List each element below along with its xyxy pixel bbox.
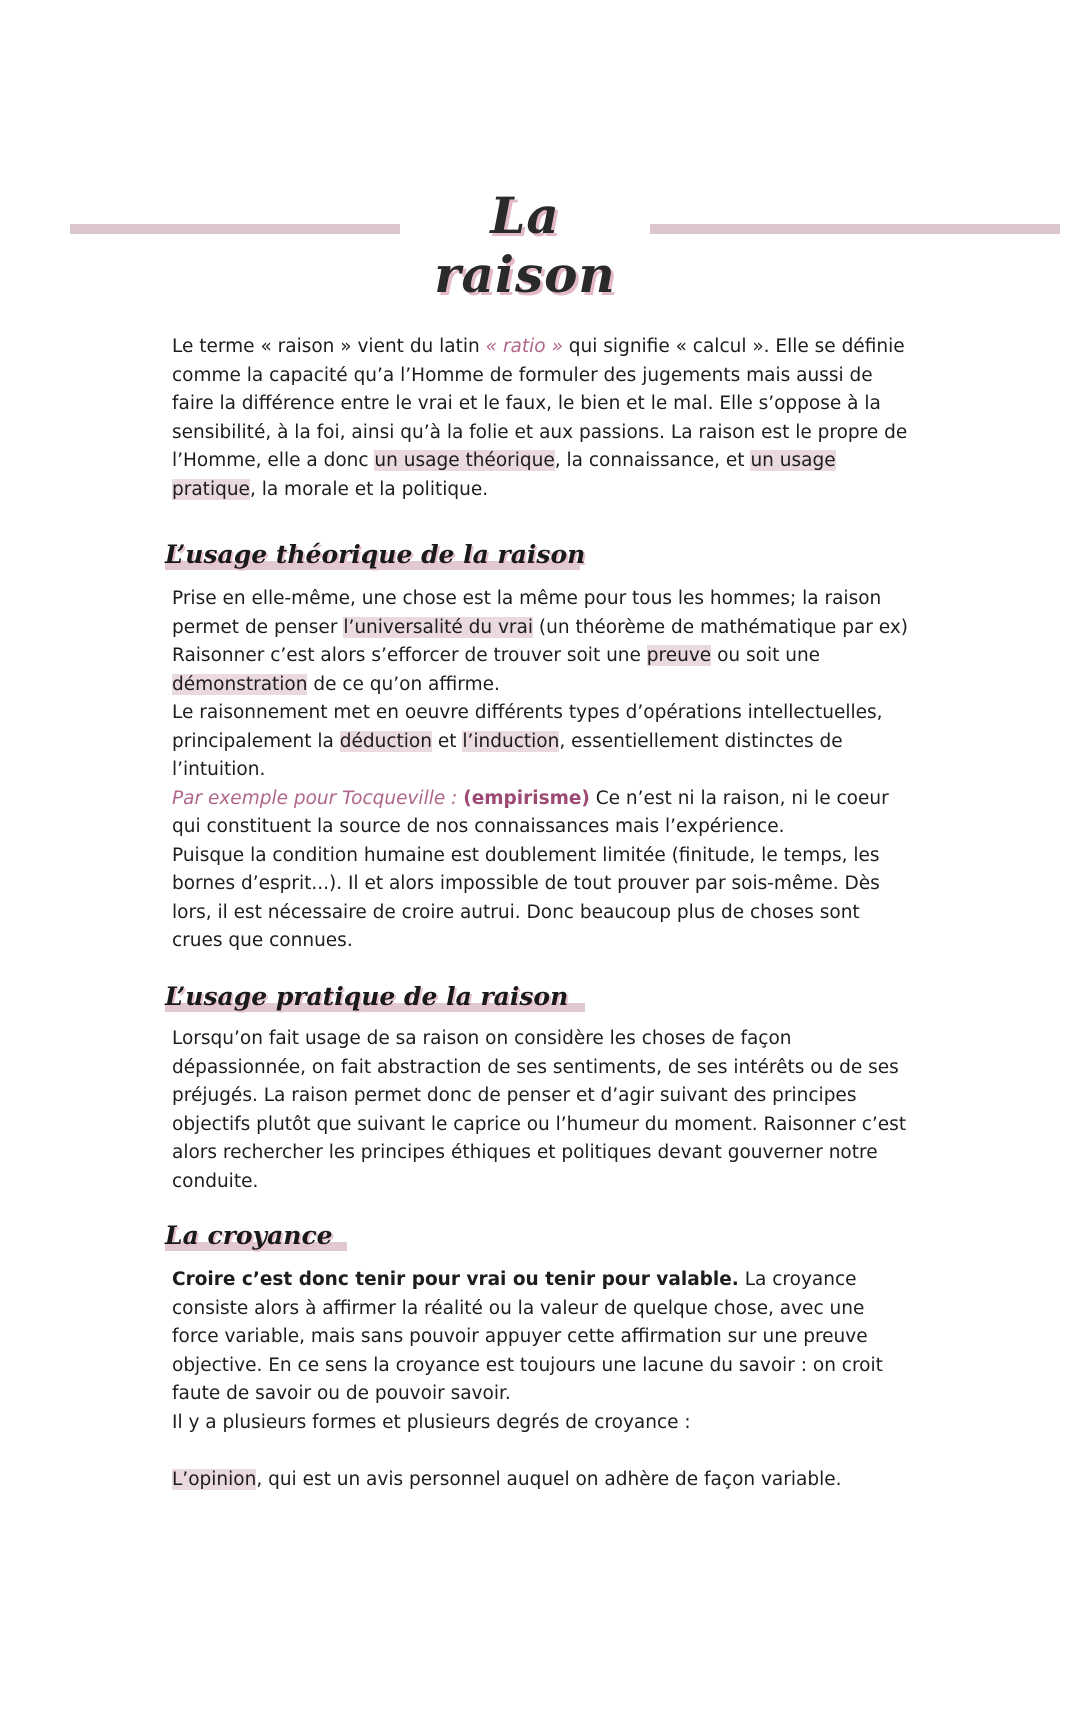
heading-text: L’usage théorique de la raison — [165, 540, 586, 569]
highlight-deduction: déduction — [339, 730, 432, 752]
section-heading-croyance — [165, 1221, 333, 1257]
text: Prise en elle-même, une chose est la même pour tous les hommes; la raison permet de penser — [172, 588, 882, 638]
text: La croyance consiste alors à affirmer la réalité ou la valeur de quelque chose, avec une force variable, mais sans pouvoir appuyer cette affirmation sur une preuve objective. En ce sens la croyance est toujours une lacune du savoir : on croit faute de savoir ou de pouvoir savoir. — [172, 1269, 883, 1404]
highlight-preuve: preuve — [646, 645, 712, 666]
page-title: La raison — [434, 186, 616, 304]
text: Ce n’est ni la raison, ni le coeur qui constituent la source de nos connaissances mais l’expérience. — [172, 787, 889, 837]
text: , qui est un avis personnel auquel on adhère de façon variable. — [256, 1469, 842, 1490]
highlight-opinion: L’opinion — [172, 1469, 257, 1490]
croyance-block-2: Il y a plusieurs formes et plusieurs degrés de croyance : — [172, 1411, 691, 1433]
section-heading-theorique — [165, 540, 585, 576]
text: Le raisonnement met en oeuvre différents types d’opérations intellectuelles, principalement la — [172, 702, 883, 752]
pratique-paragraph: Lorsqu’on fait usage de sa raison on considère les choses de façon dépassionnée, on fait abstraction de ses sentiments, de ses intérêts ou de ses préjugés. La raison permet donc de penser et d’agir suivant des principes objectifs plutôt que suivant le caprice ou l’humeur du moment. Raisonner c’est alors rechercher les principes éthiques et politiques devant gouverner notre conduite. — [172, 1028, 907, 1192]
theorique-block-3 — [172, 785, 912, 842]
theorique-block-4: Puisque la condition humaine est doublement limitée (finitude, le temps, les bornes d’esprit...). Il et alors impossible de tout prouver par sois-même. Dès lors, il est nécessaire de croire autrui. Donc beaucoup plus de choses sont crues que connues. — [172, 844, 880, 951]
theorique-block-1 — [172, 585, 912, 699]
intro-text: , la connaissance, et — [554, 450, 751, 471]
intro-paragraph — [172, 333, 912, 504]
text: ou soit une — [711, 645, 821, 666]
section-heading-pratique — [165, 982, 568, 1018]
croyance-paragraph — [172, 1266, 912, 1437]
highlight-usage-theorique: un usage théorique — [374, 450, 555, 471]
croyance-definition: Croire c’est donc tenir pour vrai ou tenir pour valable. — [172, 1269, 739, 1290]
empirisme-term: (empirisme) — [463, 787, 590, 809]
opinion-paragraph — [172, 1466, 912, 1495]
croyance-block-1 — [172, 1266, 912, 1409]
title-divider-right — [650, 224, 1060, 234]
heading-text: L’usage pratique de la raison — [165, 982, 569, 1011]
text: de ce qu’on affirme. — [307, 673, 500, 695]
heading-text: La croyance — [165, 1221, 333, 1250]
theorique-paragraph — [172, 585, 912, 956]
text: et — [431, 730, 463, 752]
intro-text: qui signifie « calcul ». Elle se définie comme la capacité qu’a l’Homme de formuler des jugements mais aussi de faire la différence entre le vrai et le faux, le bien et le mal. Elle s’oppose à la sensibilité, à la foi, ainsi qu’à la folie et aux passions. La raison est le propre de l’Homme, elle a donc — [172, 336, 908, 471]
theorique-block-2 — [172, 699, 912, 785]
text: , essentiellement distinctes de l’intuition. — [172, 730, 843, 780]
highlight-induction: l’induction — [462, 730, 560, 752]
highlight-usage-pratique: un usage pratique — [172, 450, 836, 500]
text: (un théorème de mathématique par ex) Raisonner c’est alors s’efforcer de trouver soit une — [172, 616, 908, 666]
intro-text: Le terme « raison » vient du latin — [172, 336, 486, 357]
highlight-universalite: l’universalité du vrai — [343, 616, 534, 638]
example-label: Par exemple pour Tocqueville : — [172, 787, 458, 809]
title-row — [0, 186, 1080, 304]
ratio-term: « ratio » — [485, 336, 563, 357]
highlight-demonstration: démonstration — [172, 673, 308, 695]
intro-text: , la morale et la politique. — [249, 478, 489, 500]
title-divider-left — [70, 224, 400, 234]
